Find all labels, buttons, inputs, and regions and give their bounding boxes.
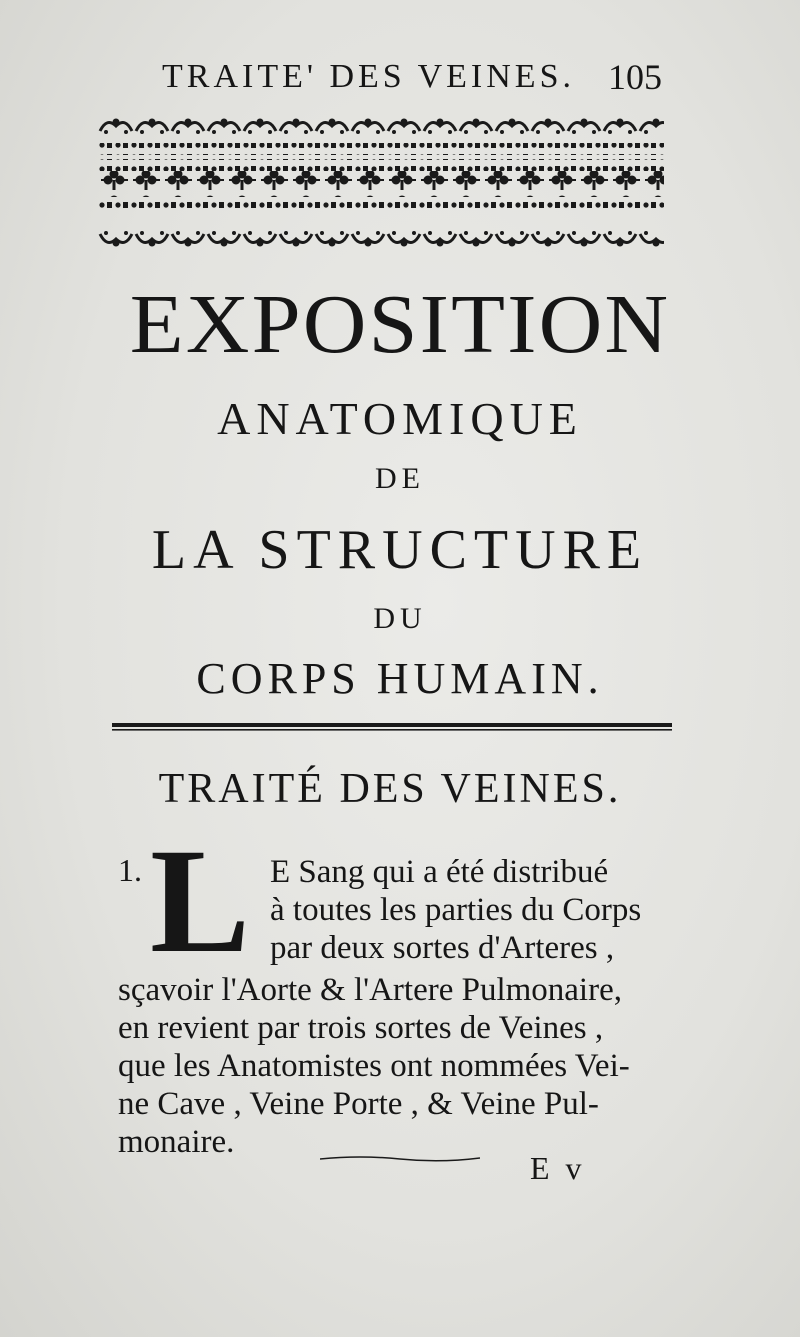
title-anatomique: ANATOMIQUE [217,393,583,444]
end-flourish [320,1152,480,1164]
catchword: E v [530,1150,586,1186]
section-title: TRAITÉ DES VEINES. [158,766,622,812]
title-de: DE [375,462,425,495]
title-la-structure: LA STRUCTURE [151,519,649,581]
section-rule [112,720,672,734]
page-number: 105 [608,57,662,97]
body-line: que les Anatomistes ont nommées Vei- [118,1048,630,1084]
headpiece-ornament [98,115,664,250]
body-line: ne Cave , Veine Porte , & Veine Pul- [118,1086,599,1122]
body-line: E Sang qui a été distribué [270,854,609,890]
title-corps-humain: CORPS HUMAIN. [196,654,604,703]
body-line: sçavoir l'Aorte & l'Artere Pulmonaire, [118,972,622,1008]
title-du: DU [373,602,427,635]
body-line: monaire. [118,1124,235,1160]
title-exposition: EXPOSITION [129,278,671,371]
paragraph-number: 1. [118,852,142,888]
body-line: à toutes les parties du Corps [270,892,642,928]
running-head-title: TRAITE' DES VEINES. [162,58,575,95]
body-line: par deux sortes d'Arteres , [270,930,615,966]
drop-cap: L [150,818,251,984]
running-head [150,52,670,96]
body-line: en revient par trois sortes de Veines , [118,1010,604,1046]
